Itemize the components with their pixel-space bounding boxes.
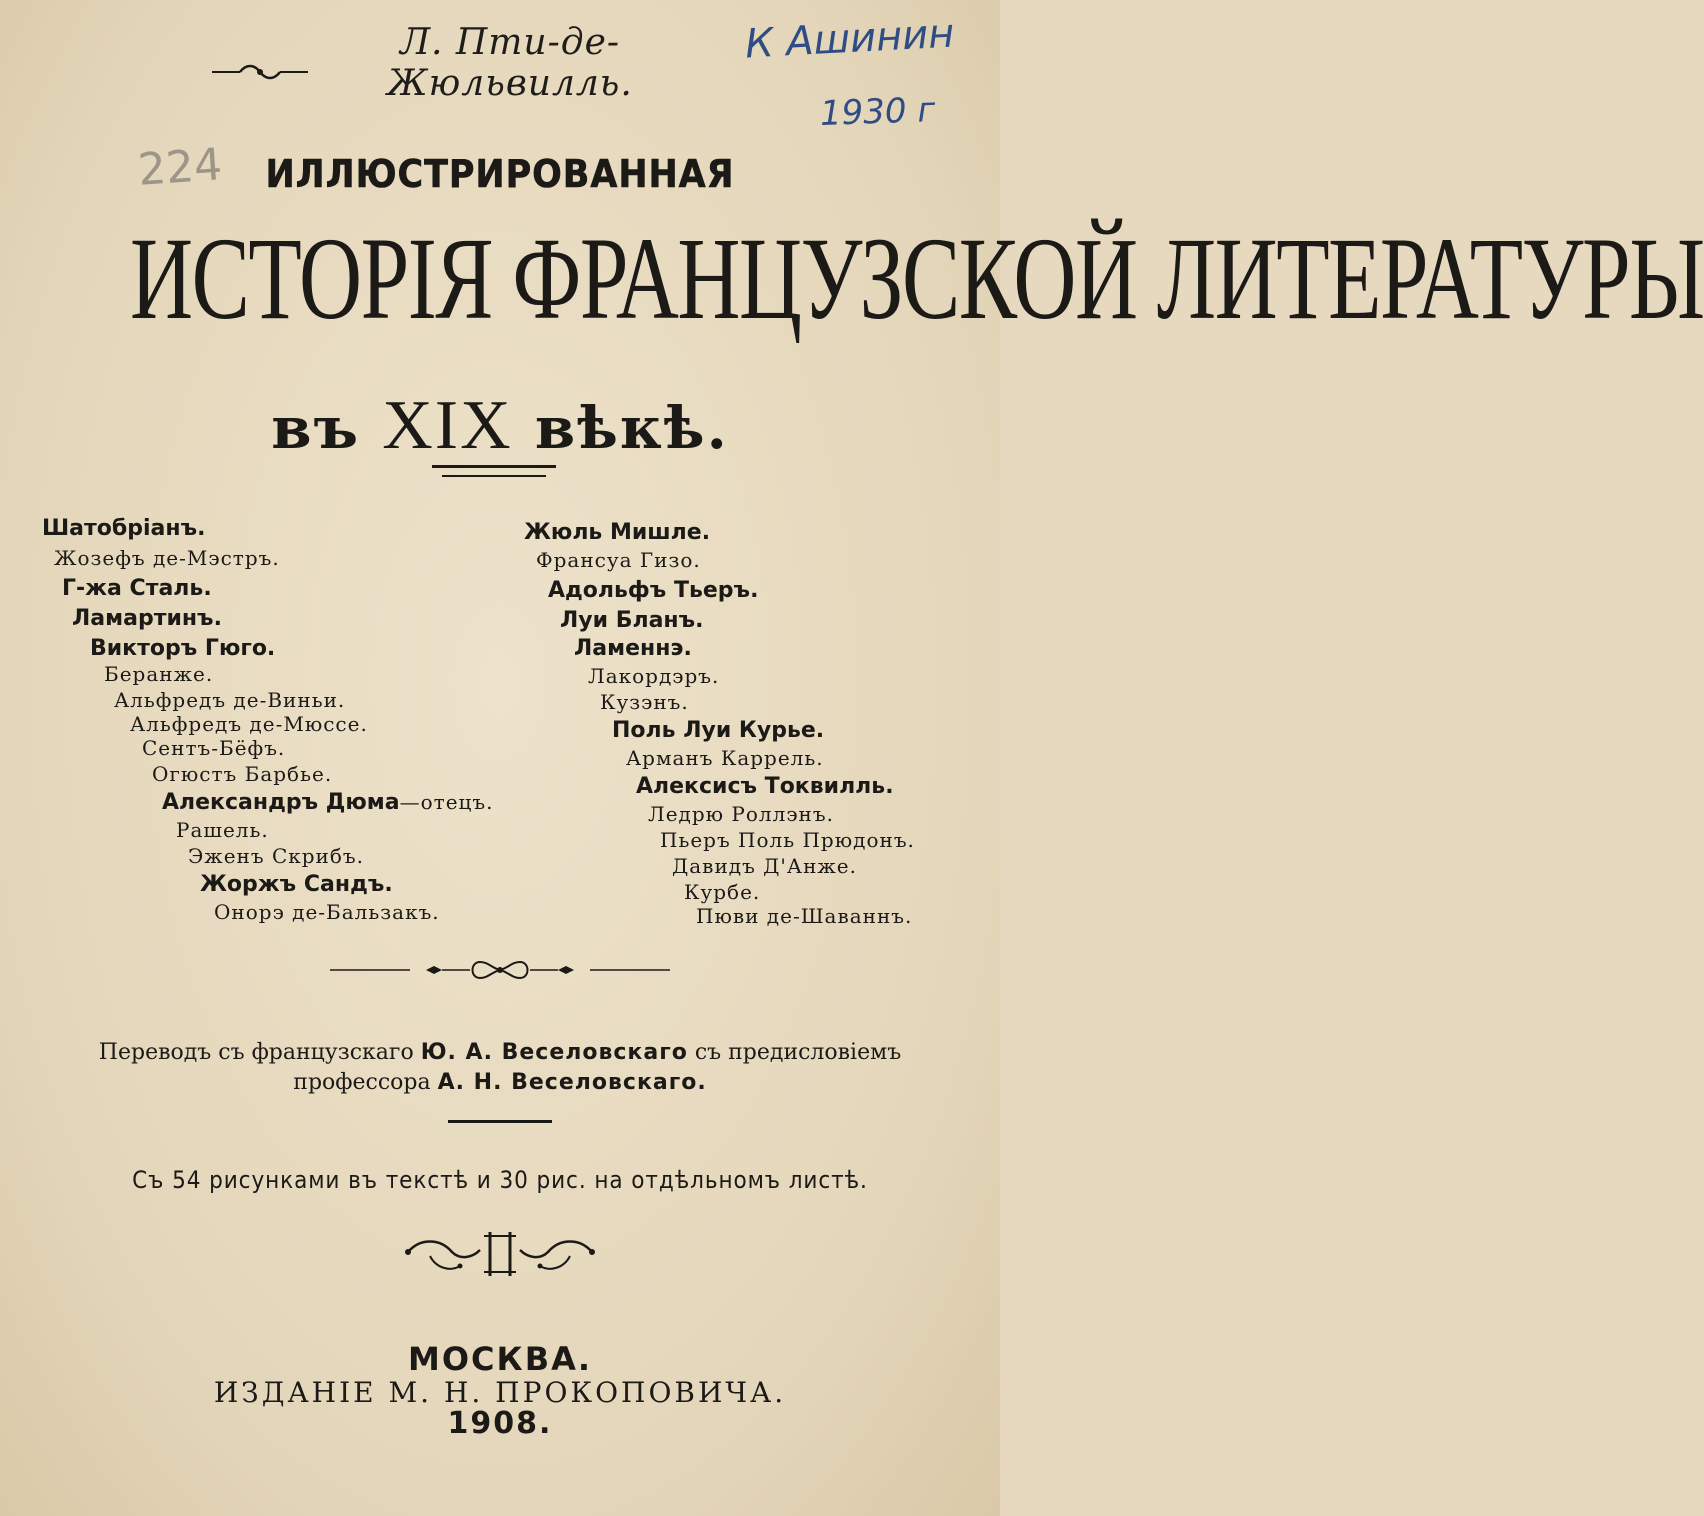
list-item: Пьеръ Поль Прюдонъ. (660, 828, 915, 852)
list-item: Онорэ де-Бальзакъ. (214, 900, 440, 924)
imprint-publisher: ИЗДАНІЕ М. Н. ПРОКОПОВИЧА. (213, 1376, 787, 1409)
list-item: Ламартинъ. (72, 606, 222, 631)
translation-rule (448, 1120, 552, 1123)
translator-name: Ю. А. Веселовскаго (420, 1040, 688, 1065)
imprint-city: МОСКВА. (408, 1340, 592, 1378)
list-item: Г-жа Сталь. (62, 576, 212, 601)
list-item: Арманъ Каррель. (626, 746, 824, 770)
title-century-pre: въ (271, 394, 360, 462)
author-name: Л. Пти-де-Жюльвилль. (387, 22, 633, 104)
list-item: Кузэнъ. (600, 690, 689, 714)
list-item: Жюль Мишле. (524, 520, 711, 545)
list-item: Алексисъ Токвилль. (636, 774, 894, 799)
title-rule-top (432, 465, 556, 468)
title-rule-bottom (442, 475, 546, 477)
imprint-year: 1908. (447, 1406, 553, 1441)
pencil-shelf-number: 224 (136, 139, 224, 196)
top-ornament (210, 62, 310, 82)
translation-part3: профессора (293, 1070, 431, 1095)
list-item: Викторъ Гюго. (90, 636, 276, 661)
list-item-suffix: —отецъ. (399, 790, 494, 814)
list-item: Пюви де-Шаваннъ. (696, 904, 913, 928)
list-item: Альфредъ де-Мюссе. (130, 712, 368, 736)
handwritten-year-inscription: 1930 г (819, 90, 936, 134)
list-item: Поль Луи Курье. (612, 718, 825, 743)
translation-note (0, 1038, 1000, 1098)
list-item: Лакордэръ. (588, 664, 720, 688)
list-item (162, 792, 494, 814)
title-century-roman: XIX (382, 387, 513, 464)
list-item: Курбе. (684, 880, 761, 904)
list-item: Эженъ Скрибъ. (188, 844, 365, 868)
list-item: Альфредъ де-Виньи. (114, 688, 346, 712)
list-item: Давидъ Д'Анже. (672, 854, 857, 878)
list-item: Луи Бланъ. (560, 608, 704, 633)
list-item: Шатобріанъ. (42, 516, 206, 541)
list-item: Ламеннэ. (574, 636, 692, 661)
list-item: Жозефъ де-Мэстръ. (54, 546, 280, 570)
list-item: Жоржъ Сандъ. (200, 872, 393, 897)
list-item: Рашель. (176, 818, 269, 842)
illustrations-note: Съ 54 рисунками въ текстѣ и 30 рис. на отдѣльномъ листѣ. (132, 1166, 868, 1194)
bottom-ornament (400, 1228, 600, 1280)
middle-ornament (330, 958, 670, 982)
list-item: Беранже. (104, 662, 214, 686)
professor-name: А. Н. Веселовскаго. (437, 1070, 707, 1095)
list-item: Франсуа Гизо. (536, 548, 701, 572)
list-item: Сентъ-Бёфъ. (142, 736, 286, 760)
title-main: ИСТОРІЯ ФРАНЦУЗСКОЙ ЛИТЕРАТУРЫ (130, 213, 1704, 344)
translation-part2: съ предисловіемъ (694, 1040, 902, 1065)
list-item-name: Александръ Дюма (162, 790, 400, 815)
translation-part1: Переводъ съ французскаго (98, 1040, 414, 1065)
title-century-post: вѣкѣ. (534, 394, 729, 462)
handwritten-owner-inscription: К Ашинин (743, 10, 956, 68)
list-item: Адольфъ Тьеръ. (548, 578, 759, 603)
title-century (0, 386, 1000, 466)
list-item: Огюстъ Барбье. (152, 762, 333, 786)
title-line-illustrated: ИЛЛЮСТРИРОВАННАЯ (265, 152, 735, 196)
list-item: Ледрю Роллэнъ. (648, 802, 834, 826)
